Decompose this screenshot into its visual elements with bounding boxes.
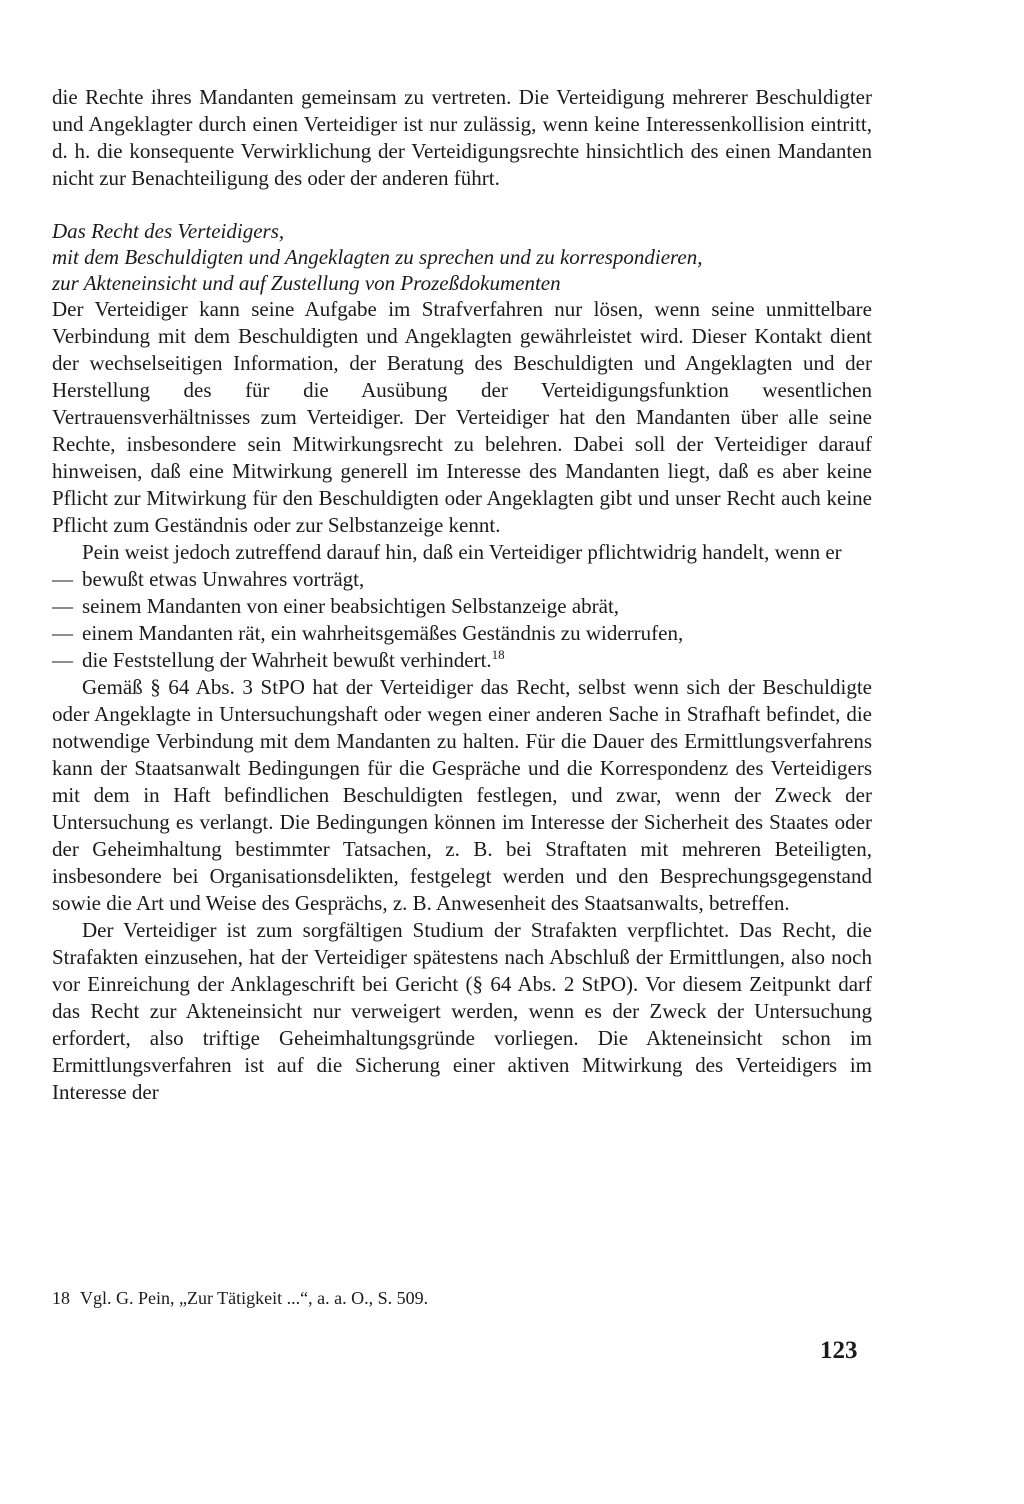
list-item-text bbox=[82, 647, 505, 674]
page-body bbox=[52, 84, 872, 1106]
heading-line-3: zur Akteneinsicht und auf Zustellung von Prozeßdokumenten bbox=[52, 271, 561, 295]
page-number: 123 bbox=[820, 1337, 858, 1364]
dash-marker: — bbox=[52, 648, 73, 672]
paragraph-2: Der Verteidiger kann seine Aufgabe im Strafverfahren nur lösen, wenn seine unmittelbare Verbindung mit dem Beschuldigten und Angeklagten gewährleistet wird. Dieser Kontakt dient der wechselseitigen Information, der Beratung des Beschuldigten und Angeklagten und der Herstellung des für die Ausübung der Verteidigungsfunktion wesentlichen Vertrauensverhältnisses zum Verteidiger. Der Verteidiger hat den Mandanten über alle seine Rechte, insbesondere sein Mitwirkungsrecht zu belehren. Dabei soll der Verteidiger darauf hinweisen, daß eine Mitwirkung generell im Interesse des Mandanten liegt, daß es aber keine Pflicht zur Mitwirkung für den Beschuldigten oder Angeklagten gibt und unser Recht auch keine Pflicht zum Geständnis oder zur Selbstanzeige kennt. bbox=[52, 297, 872, 537]
list-item-text: bewußt etwas Unwahres vorträgt, bbox=[82, 567, 365, 591]
footnote-reference[interactable]: 18 bbox=[491, 647, 505, 662]
section-heading bbox=[52, 218, 872, 296]
paragraph-4: Gemäß § 64 Abs. 3 StPO hat der Verteidiger das Recht, selbst wenn sich der Beschuldigte oder Angeklagte in Untersuchungshaft oder wegen einer anderen Sache in Strafhaft befindet, die notwendige Verbindung mit dem Mandanten zu halten. Für die Dauer des Ermittlungsverfahrens kann der Staatsanwalt Bedingungen für die Gespräche und die Korrespondenz des Verteidigers mit dem in Haft befindlichen Beschuldigten festlegen, und zwar, wenn der Zweck der Untersuchung es verlangt. Die Bedingungen können im Interesse der Sicherheit des Staates oder der Geheimhaltung bestimmter Tatsachen, z. B. bei Straftaten mit mehreren Beteiligten, insbesondere bei Organisationsdelikten, festgelegt werden und den Besprechungsgegenstand sowie die Art und Weise des Gesprächs, z. B. Anwesenheit des Staatsanwalts, betreffen. bbox=[52, 675, 872, 915]
list-item bbox=[52, 647, 872, 674]
footnote-text: Vgl. G. Pein, „Zur Tätigkeit ...“, a. a. O., S. 509. bbox=[80, 1288, 429, 1308]
dash-marker: — bbox=[52, 594, 73, 618]
footnote-number: 18 bbox=[52, 1288, 70, 1308]
heading-line-2: mit dem Beschuldigten und Angeklagten zu sprechen und zu korrespondieren, bbox=[52, 245, 703, 269]
list-item bbox=[52, 566, 872, 593]
paragraph-3: Pein weist jedoch zutreffend darauf hin, daß ein Verteidiger pflichtwidrig handelt, wenn er bbox=[82, 540, 842, 564]
list-item bbox=[52, 620, 872, 647]
heading-line-1: Das Recht des Verteidigers, bbox=[52, 219, 285, 243]
list-item-text: einem Mandanten rät, ein wahrheitsgemäßes Geständnis zu widerrufen, bbox=[82, 621, 684, 645]
paragraph-5: Der Verteidiger ist zum sorgfältigen Studium der Strafakten verpflichtet. Das Recht, die Strafakten einzusehen, hat der Verteidiger spätestens nach Abschluß der Ermittlungen, also noch vor Einreichung der Anklageschrift bei Gericht (§ 64 Abs. 2 StPO). Vor diesem Zeitpunkt darf das Recht zur Akteneinsicht nur verweigert werden, wenn es der Zweck der Untersuchung erfordert, also triftige Geheimhaltungsgründe vorliegen. Die Akteneinsicht schon im Ermittlungsverfahren ist auf die Sicherung einer aktiven Mitwirkung des Verteidigers im Interesse der bbox=[52, 918, 872, 1104]
list-item-text-body: die Feststellung der Wahrheit bewußt verhindert. bbox=[82, 648, 492, 672]
spacer bbox=[52, 192, 872, 218]
dash-marker: — bbox=[52, 567, 73, 591]
dash-marker: — bbox=[52, 621, 73, 645]
bullet-list bbox=[52, 566, 872, 674]
paragraph-1: die Rechte ihres Mandanten gemeinsam zu vertreten. Die Verteidigung mehrerer Beschuldigter und Angeklagter durch einen Verteidiger ist nur zulässig, wenn keine Interessenkollision eintritt, d. h. die konsequente Verwirklichung der Verteidigungsrechte hinsichtlich des einen Mandanten nicht zur Benachteiligung des oder der anderen führt. bbox=[52, 85, 872, 190]
list-item bbox=[52, 593, 872, 620]
list-item-text: seinem Mandanten von einer beabsichtigen Selbstanzeige abrät, bbox=[82, 594, 620, 618]
footnote-area bbox=[52, 1287, 872, 1309]
